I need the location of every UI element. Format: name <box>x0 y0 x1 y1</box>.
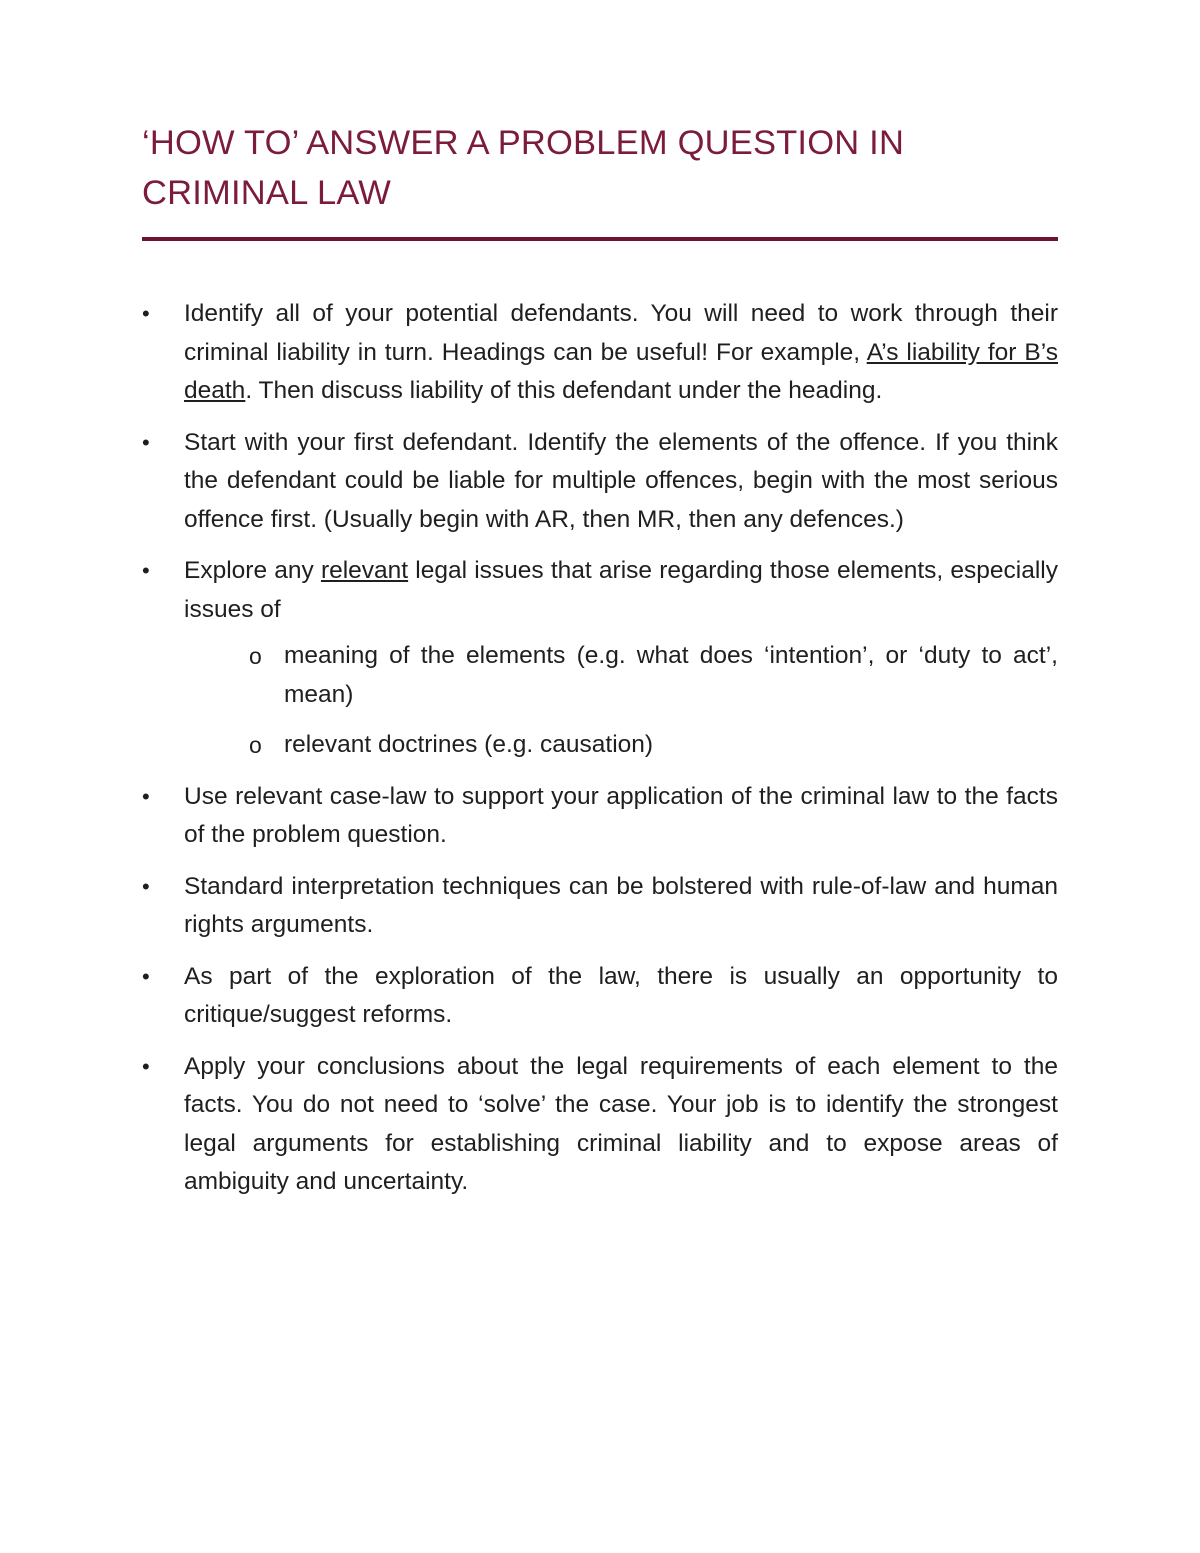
sub-item-doctrines <box>184 726 1058 765</box>
guidance-list <box>142 295 1058 1215</box>
bullet-icon: • <box>142 558 150 583</box>
title-divider <box>142 237 1058 241</box>
sub-bullet-icon: o <box>249 732 262 758</box>
list-item-identify-defendants <box>142 295 1058 411</box>
item-text: Explore any <box>184 557 321 584</box>
item-text: . Then discuss liability of this defendant under the heading. <box>245 377 883 404</box>
list-item-first-defendant <box>142 424 1058 540</box>
item-text: Start with your first defendant. Identify the elements of the offence. If you think the defendant could be liable for multiple offences, begin with the most serious offence first. (Usually begin with AR, then MR, then any defences.) <box>184 428 1058 533</box>
item-text: Identify all of your potential defendants. You will need to work through their criminal liability in turn. Headings can be useful! For example, <box>184 300 1058 366</box>
item-text: Standard interpretation techniques can be bolstered with rule-of-law and human rights arguments. <box>184 872 1058 938</box>
list-item-interpretation <box>142 868 1058 945</box>
bullet-icon: • <box>142 301 150 326</box>
sub-list <box>184 637 1058 765</box>
bullet-icon: • <box>142 1053 150 1079</box>
sub-item-text: relevant doctrines (e.g. causation) <box>284 731 654 758</box>
list-item-case-law <box>142 778 1058 855</box>
document-title: ‘HOW TO’ ANSWER A PROBLEM QUESTION IN CRIMINAL LAW <box>142 124 905 212</box>
sub-item-text: meaning of the elements (e.g. what does ‘intention’, or ‘duty to act’, mean) <box>284 642 1058 708</box>
bullet-icon: • <box>142 963 150 989</box>
sub-bullet-icon: o <box>249 643 262 669</box>
bullet-icon: • <box>142 783 150 809</box>
item-text: Use relevant case-law to support your application of the criminal law to the facts of the problem question. <box>184 782 1058 848</box>
item-text: As part of the exploration of the law, there is usually an opportunity to critique/suggest reforms. <box>184 962 1058 1028</box>
item-text: Apply your conclusions about the legal requirements of each element to the facts. You do not need to ‘solve’ the case. Your job is to identify the strongest legal arguments for establishing criminal liability and to expose areas of ambiguity and uncertainty. <box>184 1052 1058 1195</box>
example-heading-text: A’s liability for B’s death <box>184 338 1058 404</box>
item-text: legal issues that arise regarding those elements, especially issues of <box>184 557 1058 623</box>
list-item-explore-issues <box>142 552 1058 765</box>
sub-item-meaning <box>184 637 1058 714</box>
list-item-apply-conclusions <box>142 1048 1058 1202</box>
emphasis-relevant: relevant <box>320 557 409 584</box>
bullet-icon: • <box>142 429 150 455</box>
bullet-icon: • <box>142 873 150 899</box>
list-item-reforms <box>142 958 1058 1035</box>
